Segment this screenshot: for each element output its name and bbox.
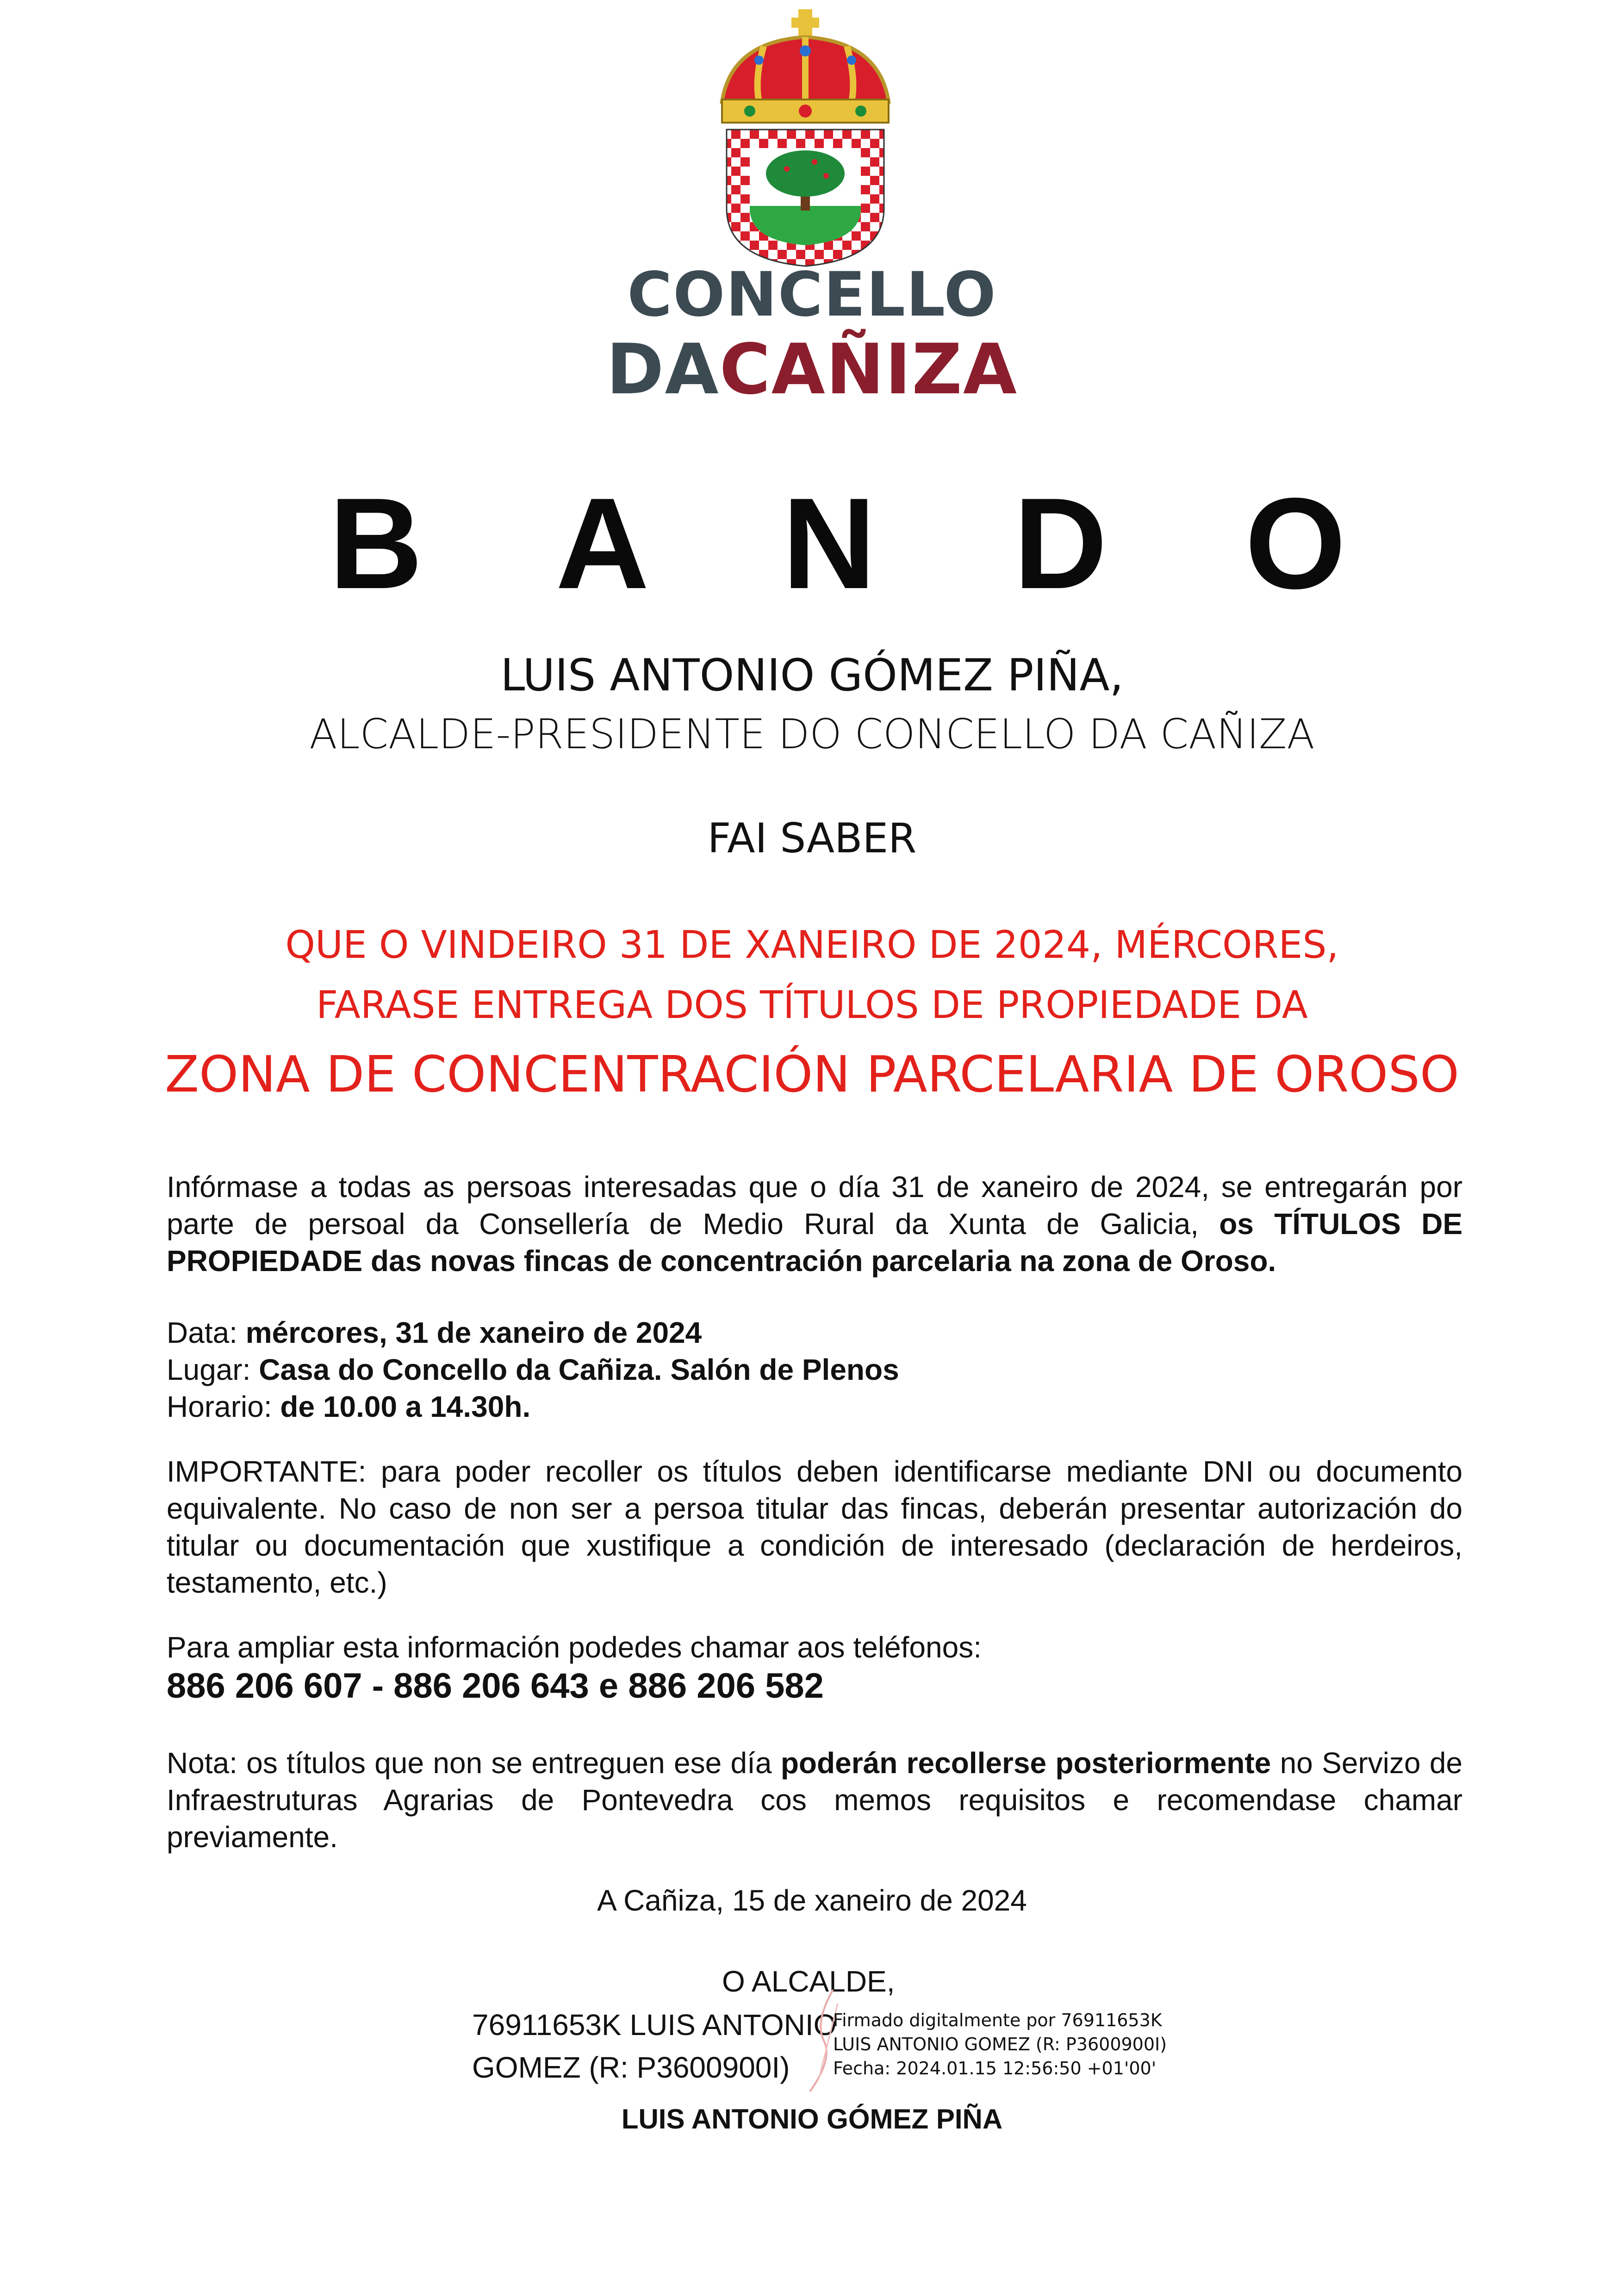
red-line-1: QUE O VINDEIRO 31 DE XANEIRO DE 2024, MÉRCORES,: [285, 923, 1339, 967]
coat-of-arms-icon: [703, 9, 907, 268]
note-text-1: Nota: os títulos que non se entreguen ese día: [167, 1746, 781, 1780]
date-row: [167, 1314, 1462, 1351]
announce-text: FAI SABER: [707, 814, 917, 862]
place-row: [167, 1351, 1462, 1388]
signature-name: [472, 2004, 836, 2089]
logo-text-da: DA: [606, 329, 720, 410]
mayor-name: LUIS ANTONIO GÓMEZ PIÑA,: [500, 650, 1124, 701]
phone-numbers: 886 206 607 - 886 206 643 e 886 206 582: [167, 1666, 824, 1706]
red-line-3: ZONA DE CONCENTRACIÓN PARCELARIA DE OROSO: [165, 1046, 1459, 1104]
digital-signature-info: [833, 2008, 1167, 2080]
date-value: mércores, 31 de xaneiro de 2024: [245, 1316, 702, 1349]
intro-bold-text: os TÍTULOS DE PROPIEDADE das novas fincas de concentración parcelaria na zona de Oroso.: [167, 1207, 1463, 1278]
final-signer-name: LUIS ANTONIO GÓMEZ PIÑA: [621, 2104, 1003, 2135]
place-date: A Cañiza, 15 de xaneiro de 2024: [597, 1884, 1027, 1917]
signature-line-1: 76911653K LUIS ANTONIO: [472, 2008, 837, 2042]
red-line-2: FARASE ENTREGA DOS TÍTULOS DE PROPIEDADE DA: [316, 983, 1308, 1027]
place-label: Lugar:: [167, 1353, 259, 1386]
mayor-role: ALCALDE-PRESIDENTE DO CONCELLO DA CAÑIZA: [309, 710, 1315, 758]
intro-paragraph: [167, 1168, 1462, 1279]
contact-text: Para ampliar esta información podedes chamar aos teléfonos:: [167, 1631, 982, 1664]
note-bold-text: poderán recollerse posteriormente: [780, 1746, 1271, 1780]
hours-label: Horario:: [167, 1390, 280, 1423]
digital-signature-line-3: Fecha: 2024.01.15 12:56:50 +01'00': [833, 2058, 1157, 2079]
logo-text-caniza: [0, 329, 1624, 410]
intro-text: Infórmase a todas as persoas interesadas que o día 31 de xaneiro de 2024, se entregarán por parte de persoal da Consellería de Medio Rural da Xunta de Galicia,: [167, 1170, 1462, 1241]
logo-text-caniza-red: CAÑIZA: [719, 329, 1018, 410]
note-paragraph: [167, 1744, 1462, 1855]
document-heading: B A N D O: [329, 472, 1397, 616]
hours-row: [167, 1388, 1462, 1425]
details-block: [167, 1314, 1462, 1425]
place-value: Casa do Concello da Cañiza. Salón de Plenos: [259, 1353, 899, 1386]
note-text-2: no Servizo de Infraestruturas Agrarias de Pontevedra cos memos requisitos e recomendase chamar previamente.: [167, 1746, 1463, 1854]
signer-title: O ALCALDE,: [722, 1965, 895, 1998]
important-paragraph: IMPORTANTE: para poder recoller os títulos deben identificarse mediante DNI ou documento equivalente. No caso de non ser a persoa titular das fincas, deberán presentar autorización do titular ou documentación que xustifique a condición de interesado (declaración de herdeiros, testamento, etc.): [167, 1455, 1462, 1599]
hours-value: de 10.00 a 14.30h.: [280, 1390, 531, 1423]
signature-line-2: GOMEZ (R: P3600900I): [472, 2051, 790, 2084]
digital-signature-line-1: Firmado digitalmente por 76911653K: [833, 2010, 1162, 2030]
date-label: Data:: [167, 1316, 246, 1349]
digital-signature-line-2: LUIS ANTONIO GOMEZ (R: P3600900I): [833, 2034, 1167, 2054]
logo-text-concello: CONCELLO: [627, 259, 997, 330]
